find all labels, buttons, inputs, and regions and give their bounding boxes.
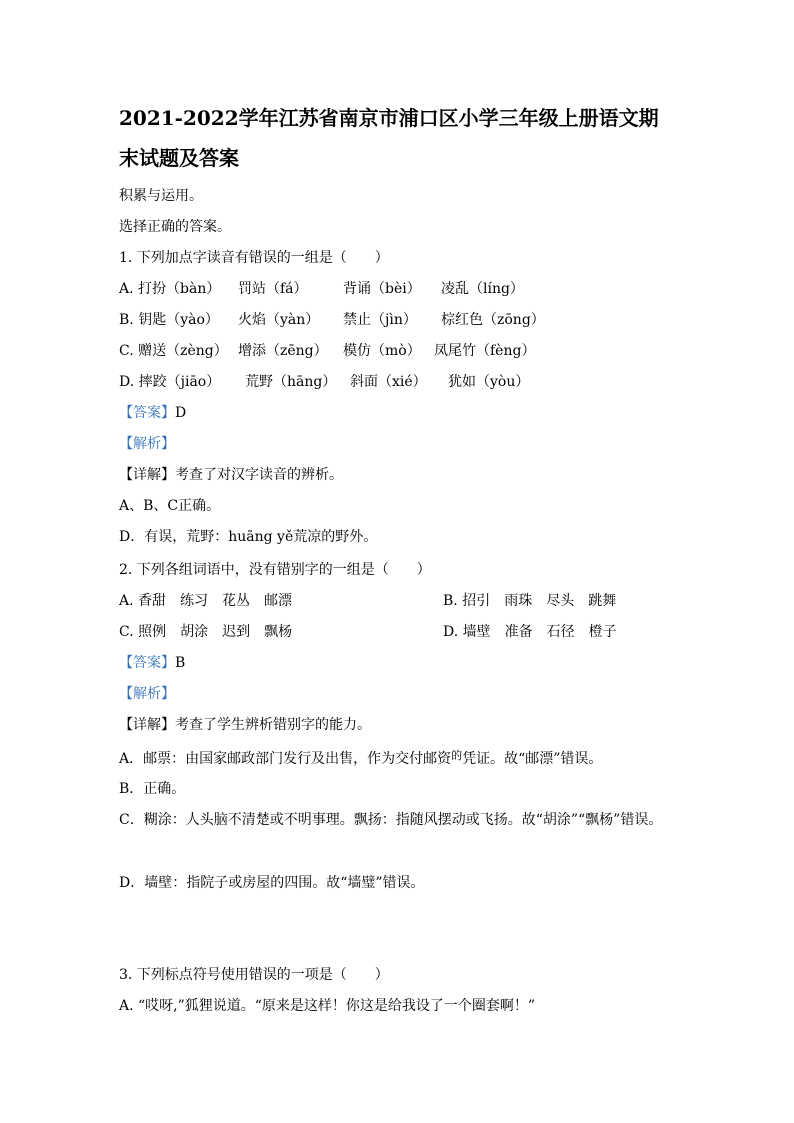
q1-analysis	[119, 435, 175, 453]
q2-explanation-a-part-1: A．邮票：由国家邮政部门发行及出售，作为交付邮资	[119, 751, 452, 767]
q1-option-b-item-4: 棕红色（zōng）	[441, 312, 545, 328]
q2-analysis	[119, 685, 175, 703]
q1-option-c-item-1: C. 赠送（zèng）	[119, 343, 228, 359]
q1-option-a-item-1: A. 打扮（bàn）	[119, 281, 221, 297]
q2-explanation-a-superscript: 的	[451, 749, 463, 762]
q1-option-c-item-4: 凤尾竹（fèng）	[434, 343, 536, 359]
q2-answer	[119, 654, 185, 672]
q2-detail-text: 考查了学生辨析错别字的能力。	[175, 717, 371, 733]
q1-option-d-item-4: 犹如（yòu）	[448, 374, 530, 390]
q2-option-c: C. 照例 胡涂 迟到 飘杨	[119, 624, 293, 640]
q1-option-c-item-3: 模仿（mò）	[343, 343, 421, 359]
document-title-line-1: 2021-2022学年江苏省南京市浦口区小学三年级上册语文期	[119, 106, 659, 130]
q1-option-c	[119, 342, 679, 360]
q1-option-a-item-2: 罚站（fá）	[238, 281, 308, 297]
q1-detail	[119, 466, 343, 484]
q1-option-a	[119, 280, 679, 298]
q1-stem: 1. 下列加点字读音有错误的一组是（ ）	[119, 250, 389, 266]
q1-option-b-item-1: B. 钥匙（yào）	[119, 312, 219, 328]
q2-explanation-line-a	[119, 750, 602, 768]
q1-answer-value: D	[175, 405, 187, 421]
section-heading: 积累与运用。	[119, 188, 203, 204]
q1-answer	[119, 404, 186, 422]
q1-option-a-item-3: 背诵（bèi）	[343, 281, 421, 297]
q3-option-a: A. “哎呀,”狐狸说道。“原来是这样！你这是给我设了一个圈套啊！”	[119, 998, 536, 1014]
q1-option-d-item-2: 荒野（hāng）	[245, 374, 337, 390]
q1-option-d-item-1: D. 摔跤（jiāo）	[119, 374, 221, 390]
q1-explanation-line-1: A、B、C正确。	[119, 498, 221, 514]
q2-explanation-a-part-2: 凭证。故“邮漂”错误。	[462, 751, 603, 767]
q2-explanation-line-c: C．糊涂：人头脑不清楚或不明事理。飘扬：指随风摆动或飞扬。故“胡涂”“飘杨”错误。	[119, 812, 663, 828]
q2-option-a: A. 香甜 练习 花丛 邮漂	[119, 593, 293, 609]
detail-tag: 【详解】	[119, 717, 175, 733]
q1-option-a-item-4: 凌乱（líng）	[441, 281, 524, 297]
q1-option-b	[119, 311, 679, 329]
q2-explanation-line-d: D．墙壁：指院子或房屋的四围。故“墙璧”错误。	[119, 875, 425, 891]
answer-tag: 【答案】	[119, 405, 175, 421]
q1-option-d	[119, 373, 679, 391]
q1-option-b-item-2: 火焰（yàn）	[238, 312, 320, 328]
q2-explanation-line-b: B．正确。	[119, 781, 186, 797]
analysis-tag: 【解析】	[119, 436, 175, 452]
q3-stem: 3. 下列标点符号使用错误的一项是（ ）	[119, 967, 389, 983]
q1-option-d-item-3: 斜面（xié）	[350, 374, 427, 390]
q2-option-b: B. 招引 雨珠 尽头 跳舞	[443, 593, 617, 609]
q2-option-d: D. 墙壁 准备 石径 橙子	[443, 624, 617, 640]
q2-stem: 2. 下列各组词语中，没有错别字的一组是（ ）	[119, 562, 431, 578]
q1-option-c-item-2: 增添（zēng）	[238, 343, 328, 359]
instruction-text: 选择正确的答案。	[119, 219, 231, 235]
q2-answer-value: B	[175, 655, 186, 671]
answer-tag: 【答案】	[119, 655, 175, 671]
q2-detail	[119, 716, 371, 734]
q1-explanation-line-2: D．有误，荒野：huāng yě荒凉的野外。	[119, 529, 378, 545]
q1-option-b-item-3: 禁止（jìn）	[343, 312, 417, 328]
q1-detail-text: 考查了对汉字读音的辨析。	[175, 467, 343, 483]
detail-tag: 【详解】	[119, 467, 175, 483]
document-title-line-2: 末试题及答案	[119, 146, 239, 170]
analysis-tag: 【解析】	[119, 686, 175, 702]
